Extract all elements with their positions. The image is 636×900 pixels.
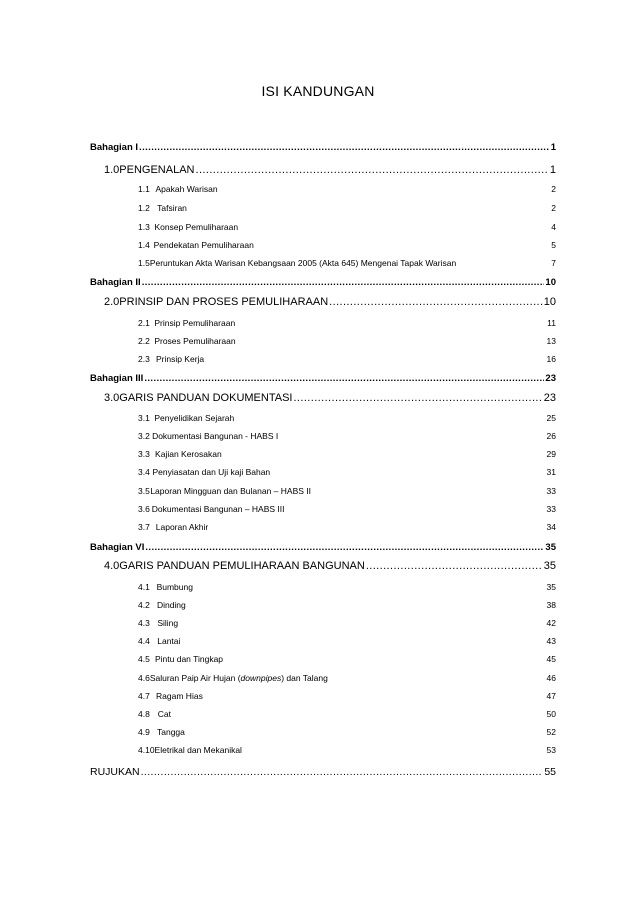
toc-entry-sub[interactable] <box>138 691 556 701</box>
toc-entry-title: Proses Pemuliharaan <box>154 336 236 346</box>
toc-entry-page-number: 25 <box>546 413 556 423</box>
toc-entry-page-number: 1 <box>550 142 556 153</box>
toc-entry-title: Kajian Kerosakan <box>155 449 222 459</box>
toc-entry-sub[interactable] <box>138 184 556 194</box>
toc-entry-number: 1.4 <box>138 240 150 250</box>
toc-entry-number: 4.2 <box>138 600 150 610</box>
toc-entry-chap[interactable] <box>104 560 556 572</box>
toc-entry-part[interactable] <box>90 142 556 153</box>
toc-entry-title: Pendekatan Pemuliharaan <box>153 240 254 250</box>
toc-entry-chap[interactable] <box>104 164 556 176</box>
toc-entry-page-number: 38 <box>546 600 556 610</box>
toc-entry-number: 3.3 <box>138 449 150 459</box>
toc-entry-page-number: 7 <box>551 258 556 268</box>
toc-entry-sub[interactable] <box>138 413 556 423</box>
toc-entry-page-number: 5 <box>551 240 556 250</box>
toc-entry-number: 3.5 <box>138 486 150 496</box>
toc-entry-title: Laporan Akhir <box>155 522 209 532</box>
toc-entry-sub[interactable] <box>138 240 556 250</box>
toc-entry-page-number: 31 <box>546 467 556 477</box>
toc-entry-page-number: 23 <box>545 373 556 384</box>
toc-entry-page-number: 33 <box>546 504 556 514</box>
dot-leader <box>329 296 543 308</box>
toc-entry-page-number: 47 <box>546 691 556 701</box>
toc-entry-page-number: 13 <box>546 336 556 346</box>
toc-entry-page-number: 35 <box>545 542 556 553</box>
toc-entry-title: GARIS PANDUAN DOKUMENTASI <box>119 392 293 404</box>
toc-entry-number: 3.7 <box>138 522 150 532</box>
toc-entry-number: 3.0 <box>104 392 120 404</box>
toc-entry-title: Bahagian VI <box>90 542 145 553</box>
toc-entry-number: 2.2 <box>138 336 150 346</box>
toc-entry-sub[interactable] <box>138 318 556 328</box>
toc-entry-number: 3.1 <box>138 413 150 423</box>
toc-entry-sub[interactable] <box>138 222 556 232</box>
toc-entry-title: Pintu dan Tingkap <box>154 654 224 664</box>
toc-entry-sub[interactable] <box>138 654 556 664</box>
toc-entry-sub[interactable] <box>138 467 556 477</box>
toc-entry-title: Prinsip Kerja <box>155 354 205 364</box>
toc-entry-title: Cat <box>157 709 171 719</box>
toc-entry-number: 2.3 <box>138 354 150 364</box>
toc-entry-ref[interactable] <box>90 766 556 778</box>
toc-entry-page-number: 10 <box>543 296 556 308</box>
toc-entry-title: Eletrikal dan Mekanikal <box>154 745 242 755</box>
toc-entry-chap[interactable] <box>104 392 556 404</box>
toc-entry-number: 4.1 <box>138 582 150 592</box>
dot-leader <box>139 142 550 153</box>
toc-entry-title: Laporan Mingguan dan Bulanan – HABS II <box>150 486 311 496</box>
toc-entry-number: 1.2 <box>138 203 150 213</box>
toc-entry-page-number: 45 <box>546 654 556 664</box>
toc-entry-page-number: 11 <box>547 318 556 328</box>
toc-entry-number: 2.0 <box>104 296 120 308</box>
toc-entry-page-number: 2 <box>551 184 556 194</box>
toc-entry-number: 4.6 <box>138 673 150 683</box>
toc-entry-page-number: 50 <box>546 709 556 719</box>
toc-entry-sub[interactable] <box>138 673 556 683</box>
toc-entry-title: Bahagian II <box>90 277 141 288</box>
toc-entry-sub[interactable] <box>138 709 556 719</box>
toc-entry-number: 3.6 <box>138 504 150 514</box>
toc-entry-title: Saluran Paip Air Hujan (downpipes) dan Talang <box>149 673 328 683</box>
toc-entry-sub[interactable] <box>138 354 556 364</box>
toc-entry-page-number: 43 <box>546 636 556 646</box>
dot-leader <box>145 542 544 553</box>
toc-entry-number: 3.2 <box>138 431 150 441</box>
toc-entry-sub[interactable] <box>138 582 556 592</box>
toc-entry-part[interactable] <box>90 542 556 553</box>
toc-entry-title: Peruntukan Akta Warisan Kebangsaan 2005 (Akta 645) Mengenai Tapak Warisan <box>149 258 457 268</box>
dot-leader <box>293 392 542 404</box>
toc-entry-sub[interactable] <box>138 486 556 496</box>
toc-entry-page-number: 16 <box>546 354 556 364</box>
toc-entry-sub[interactable] <box>138 431 556 441</box>
toc-entry-page-number: 35 <box>543 560 556 572</box>
toc-entry-page-number: 53 <box>546 745 556 755</box>
toc-entry-title: Dinding <box>156 600 186 610</box>
toc-entry-number: 4.4 <box>138 636 150 646</box>
toc-entry-page-number: 35 <box>546 582 556 592</box>
toc-entry-number: 1.5 <box>138 258 150 268</box>
toc-entry-page-number: 29 <box>546 449 556 459</box>
toc-entry-page-number: 23 <box>543 392 556 404</box>
toc-entry-page-number: 55 <box>544 766 556 778</box>
toc-entry-sub[interactable] <box>138 522 556 532</box>
toc-entry-page-number: 33 <box>546 486 556 496</box>
toc-entry-sub[interactable] <box>138 600 556 610</box>
toc-entry-sub[interactable] <box>138 745 556 755</box>
toc-entry-sub[interactable] <box>138 727 556 737</box>
dot-leader <box>142 277 545 288</box>
toc-entry-title: PRINSIP DAN PROSES PEMULIHARAAN <box>119 296 329 308</box>
toc-entry-sub[interactable] <box>138 618 556 628</box>
toc-entry-title: Tafsiran <box>157 203 187 213</box>
toc-entry-title: PENGENALAN <box>119 164 195 176</box>
toc-entry-number: 4.0 <box>104 560 120 572</box>
toc-entry-page-number: 52 <box>546 727 556 737</box>
toc-entry-title: Apakah Warisan <box>155 184 218 194</box>
toc-entry-chap[interactable] <box>104 296 556 308</box>
toc-entry-page-number: 34 <box>546 522 556 532</box>
toc-entry-title: Prinsip Pemuliharaan <box>154 318 236 328</box>
toc-entry-sub[interactable] <box>138 336 556 346</box>
toc-entry-number: 4.7 <box>138 691 150 701</box>
page-title: ISI KANDUNGAN <box>261 83 375 99</box>
toc-entry-number: 4.5 <box>138 654 150 664</box>
toc-entry-title: Bahagian I <box>90 142 139 153</box>
toc-entry-part[interactable] <box>90 277 556 288</box>
toc-entry-title: Lantai <box>157 636 181 646</box>
toc-entry-title: Penyelidikan Sejarah <box>154 413 235 423</box>
toc-entry-page-number: 1 <box>549 164 556 176</box>
toc-entry-title: Bahagian III <box>90 373 144 384</box>
toc-entry-sub[interactable] <box>138 258 556 268</box>
toc-entry-number: 1.3 <box>138 222 150 232</box>
toc-entry-number: 2.1 <box>138 318 150 328</box>
toc-entry-title: Penyiasatan dan Uji kaji Bahan <box>152 467 271 477</box>
toc-entry-sub[interactable] <box>138 203 556 213</box>
toc-entry-number: 1.1 <box>138 184 150 194</box>
toc-entry-title: Bumbung <box>156 582 193 592</box>
toc-entry-title: Siling <box>157 618 179 628</box>
toc-entry-page-number: 26 <box>546 431 556 441</box>
toc-entry-title: GARIS PANDUAN PEMULIHARAAN BANGUNAN <box>119 560 365 572</box>
dot-leader <box>141 766 544 778</box>
toc-entry-title: Tangga <box>157 727 185 737</box>
dot-leader <box>366 560 543 572</box>
toc-entry-sub[interactable] <box>138 636 556 646</box>
toc-entry-page-number: 42 <box>546 618 556 628</box>
toc-entry-part[interactable] <box>90 373 556 384</box>
toc-entry-page-number: 46 <box>546 673 556 683</box>
toc-entry-number: 3.4 <box>138 467 150 477</box>
toc-entry-page-number: 4 <box>551 222 556 232</box>
toc-entry-sub[interactable] <box>138 504 556 514</box>
toc-entry-sub[interactable] <box>138 449 556 459</box>
toc-entry-page-number: 2 <box>551 203 556 213</box>
toc-entry-page-number: 10 <box>545 277 556 288</box>
toc-entry-title: RUJUKAN <box>90 766 140 778</box>
toc-entry-title: Ragam Hias <box>156 691 203 701</box>
toc-entry-number: 4.9 <box>138 727 150 737</box>
toc-entry-title: Konsep Pemuliharaan <box>154 222 239 232</box>
dot-leader <box>196 164 549 176</box>
toc-entry-title: Dokumentasi Bangunan - HABS I <box>152 431 279 441</box>
toc-entry-number: 4.3 <box>138 618 150 628</box>
toc-entry-number: 4.8 <box>138 709 150 719</box>
toc-entry-title: Dokumentasi Bangunan – HABS III <box>151 504 285 514</box>
dot-leader <box>144 373 544 384</box>
toc-entry-number: 4.10 <box>138 745 155 755</box>
toc-entry-number: 1.0 <box>104 164 120 176</box>
